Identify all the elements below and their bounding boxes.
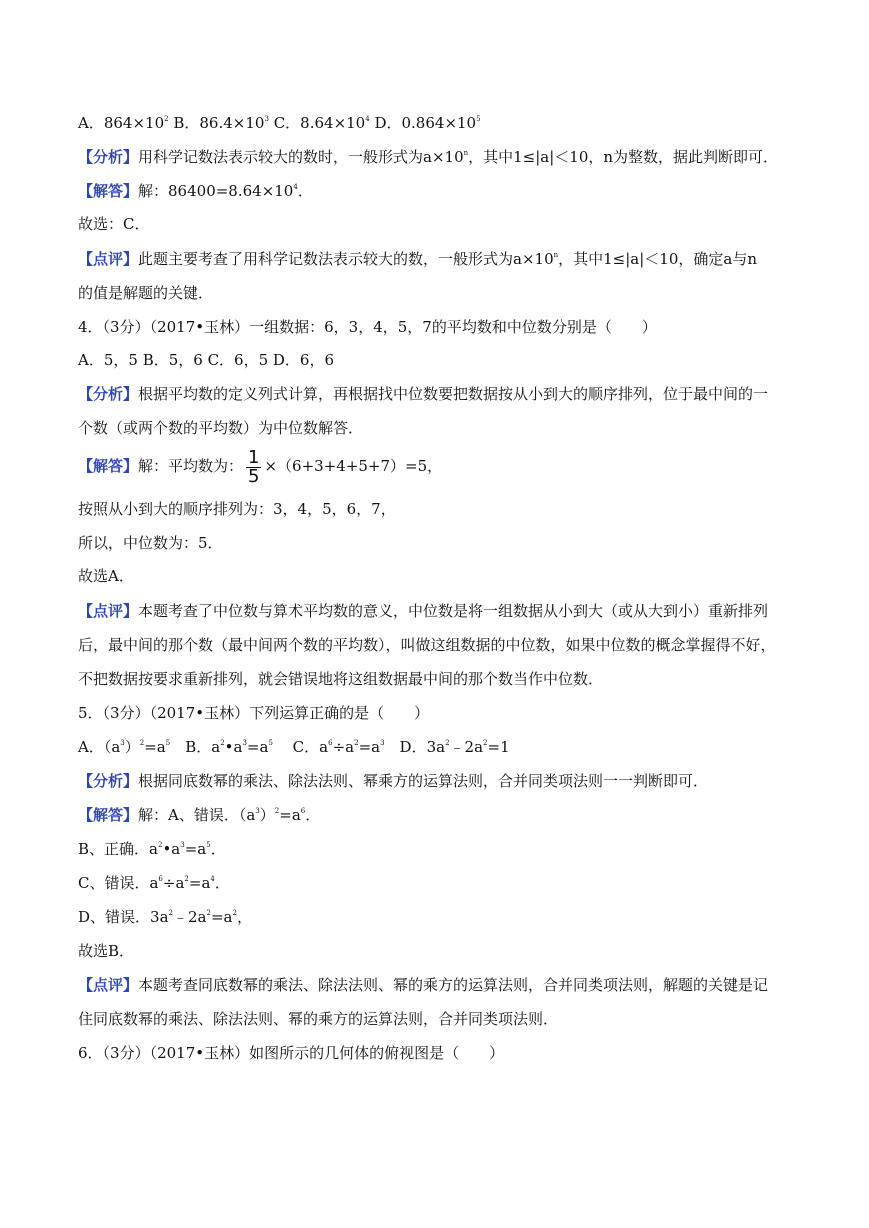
q5-comment: 【点评】本题考查同底数幂的乘法、除法法则、幂的乘方的运算法则，合并同类项法则，解题的关键是记 <box>78 976 769 994</box>
q4-stem: 4．（3分）（2017•玉林）一组数据：6，3，4，5，7的平均数和中位数分别是（ ） <box>78 318 657 336</box>
answer-tag: 【解答】 <box>78 806 139 824</box>
q3-answer: 【解答】解：$86400=8.64\times 10^4$． <box>78 182 313 200</box>
analysis-tag: 【分析】 <box>78 772 139 790</box>
q6-stem: 6．（3分）（2017•玉林）如图所示的几何体的俯视图是（ ） <box>78 1044 505 1062</box>
q3-comment-cont: 的值是解题的关键． <box>78 284 214 302</box>
answer-tag: 【解答】 <box>78 457 139 475</box>
analysis-tag: 【分析】 <box>78 385 139 403</box>
q5-options: A．$(a^3)^2=a^5$ B．$a^2•a^3=a^5$ C．$a^6\div a^2=a^3$ D．$3a^2﹣2a^2=1$ <box>78 738 510 756</box>
q5-stem: 5．（3分）（2017•玉林）下列运算正确的是（ ） <box>78 704 430 722</box>
q3-choice: 故选：C． <box>78 215 150 233</box>
q5-answer-a: 【解答】解：A、错误．$(a^3)^2=a^6$． <box>78 806 321 824</box>
answer-tag: 【解答】 <box>78 182 139 200</box>
q5-answer-c: C、错误．$a^6\div a^2=a^4$． <box>78 874 230 892</box>
comment-tag: 【点评】 <box>78 602 139 620</box>
fraction: $\frac{1}{5}$ <box>248 446 260 487</box>
q4-analysis-cont: 个数（或两个数的平均数）为中位数解答． <box>78 419 364 437</box>
q4-answer: 【解答】解：平均数为： $\frac{1}{5}$ ×（6+3+4+5+7）=5， <box>78 446 443 487</box>
q4-median: 所以，中位数为：5． <box>78 534 223 552</box>
q5-answer-b: B、正确．$a^2•a^3=a^5$． <box>78 840 226 858</box>
q4-comment: 【点评】本题考查了中位数与算术平均数的意义，中位数是将一组数据从小到大（或从大到小）重新排列 <box>78 602 769 620</box>
q4-comment-cont2: 不把数据按要求重新排列，就会错误地将这组数据最中间的那个数当作中位数． <box>78 670 604 688</box>
comment-tag: 【点评】 <box>78 976 139 994</box>
q3-comment: 【点评】此题主要考查了用科学记数法表示较大的数，一般形式为$a\times 10^n$，其中1≤|a|＜10，确定a与n <box>78 250 757 268</box>
comment-tag: 【点评】 <box>78 250 139 268</box>
q5-comment-cont: 住同底数幂的乘法、除法法则、幂的乘方的运算法则，合并同类项法则． <box>78 1010 559 1028</box>
q4-sorted: 按照从小到大的顺序排列为：3，4，5，6，7， <box>78 500 396 518</box>
q4-choice: 故选A． <box>78 567 134 585</box>
q5-analysis: 【分析】根据同底数幂的乘法、除法法则、幂乘方的运算法则，合并同类项法则一一判断即可． <box>78 772 709 790</box>
q3-options: A．$864\times 10^2$ B．$86.4\times 10^3$ C．$8.64\times 10^4$ D．$0.864\times 10^5$ <box>78 114 481 132</box>
analysis-tag: 【分析】 <box>78 148 139 166</box>
q5-choice: 故选B． <box>78 942 135 960</box>
q3-analysis: 【分析】用科学记数法表示较大的数时，一般形式为$a\times 10^n$，其中1≤|a|＜10，n为整数，据此判断即可． <box>78 148 779 166</box>
q4-analysis: 【分析】根据平均数的定义列式计算，再根据找中位数要把数据按从小到大的顺序排列，位于最中间的一 <box>78 385 769 403</box>
q4-options: A．5，5 B．5，6 C．6，5 D．6，6 <box>78 351 335 369</box>
q4-comment-cont1: 后，最中间的那个数（最中间两个数的平均数），叫做这组数据的中位数，如果中位数的概念掌握得不好， <box>78 636 776 654</box>
q5-answer-d: D、错误．$3a^2﹣2a^2=a^2$， <box>78 908 252 926</box>
